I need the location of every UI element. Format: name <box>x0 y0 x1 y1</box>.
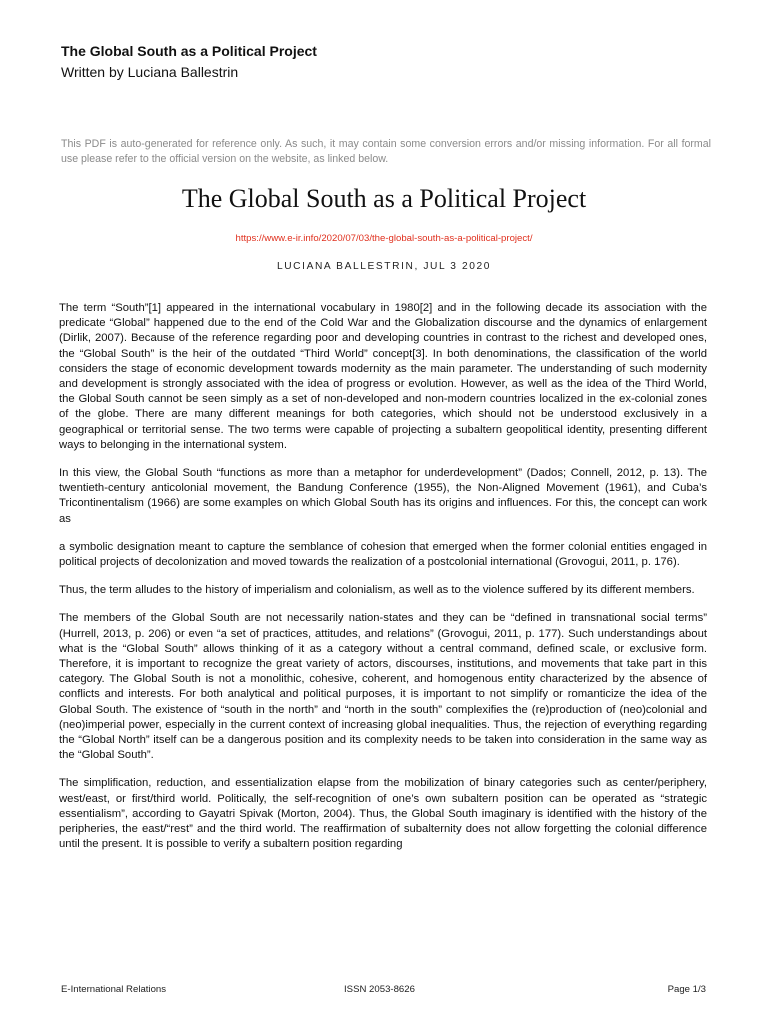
block-quote: a symbolic designation meant to capture the semblance of cohesion that emerged when the former colonial entities engaged in political projects of decolonization and moved towards the realization of a postcolonial international (Grovogui, 2011, p. 176). <box>59 540 707 569</box>
disclaimer-note: This PDF is auto-generated for reference only. As such, it may contain some conversion errors and/or missing information. For all formal use please refer to the official version on the website, as linked below. <box>61 138 711 165</box>
footer-page-number: Page 1/3 <box>667 984 706 995</box>
footer-publisher: E-International Relations <box>61 984 167 995</box>
paragraph: Thus, the term alludes to the history of imperialism and colonialism, as well as to the violence suffered by its different members. <box>59 584 695 597</box>
header-title: The Global South as a Political Project <box>61 43 317 59</box>
page-footer <box>61 983 706 997</box>
article-title: The Global South as a Political Project <box>181 184 587 213</box>
paragraph: The simplification, reduction, and essentialization elapse from the mobilization of binary categories such as center/periphery, west/east, or first/third world. Politically, the self-recognition of one’s own subaltern position can be operated as “strategic essentialism”, according to Gayatri Spivak (Morton, 2004). Thus, the Global South imaginary is identified with the history of the peripheries, the east/“rest” and the third world. The reaffirmation of subalternity does not allow forgetting the colonial difference until the present. It is possible to verify a subaltern position regarding <box>59 777 707 851</box>
article-byline: LUCIANA BALLESTRIN, JUL 3 2020 <box>276 261 492 272</box>
page-header <box>61 42 711 81</box>
paragraph: The term “South”[1] appeared in the international vocabulary in 1980[2] and in the following decade its association with the predicate “Global” happened due to the end of the Cold War and the Globalization discourse and the dynamics of enlargement (Dirlik, 2007). Because of the reference regarding poor and developing countries in contrast to the richest and developed ones, the “Global South” is the heir of the outdated “Third World” concept[3]. In both denominations, the classification of the world considers the stage of economic development towards modernity as the main parameter. The understanding of such modernity and development is strongly associated with the idea of progress or evolution. However, as well as the idea of the Third World, the Global South cannot be seen simply as a set of non-developed and non-modern countries localized in the ex-colonial zones of the globe. There are many different meanings for both categories, which should not be understood exclusively in a geographical or territorial sense. The two terms were capable of projecting a subaltern geopolitical identity, presenting different ways to belonging in the international system. <box>59 302 707 451</box>
paragraph: The members of the Global South are not necessarily nation-states and they can be “defined in transnational social terms” (Hurrell, 2013, p. 206) or even “a set of practices, attitudes, and relations” (Grovogui, 2011, p. 177). Such understandings about what is the “Global South” allows thinking of it as a category without a central command, defined scale, or exclusive form. Therefore, it is important to recognize the great variety of actors, discourses, institutions, and movements that take part in this category. The Global South is not a monolithic, cohesive, coherent, and homogenous entity characterized by the absence of conflicts and interests. For both analytical and political purposes, it is important to not simplify or romanticize the idea of the Global South. The existence of “south in the north” and “north in the south” complexifies the (re)production of (neo)colonial and (neo)imperial power, especially in the current context of increasing global inequalities. Thus, the rejection of everything regarding the “Global North” itself can be a dangerous position and its complexity needs to be taken into consideration in the same way as the “Global South”. <box>59 612 707 762</box>
footer-issn: ISSN 2053-8626 <box>344 984 415 995</box>
article-body <box>59 301 707 866</box>
header-author: Written by Luciana Ballestrin <box>61 64 239 80</box>
article-url-link[interactable]: https://www.e-ir.info/2020/07/03/the-global-south-as-a-political-project/ <box>235 233 533 244</box>
paragraph: In this view, the Global South “functions as more than a metaphor for underdevelopment” (Dados; Connell, 2012, p. 13). The twentieth-century anticolonial movement, the Bandung Conference (1955), the Non-Aligned Movement (1961), and Cuba’s Tricontinentalism (1966) are some examples on which Global South has its origins and influences. For this, the concept can work as <box>59 467 707 525</box>
